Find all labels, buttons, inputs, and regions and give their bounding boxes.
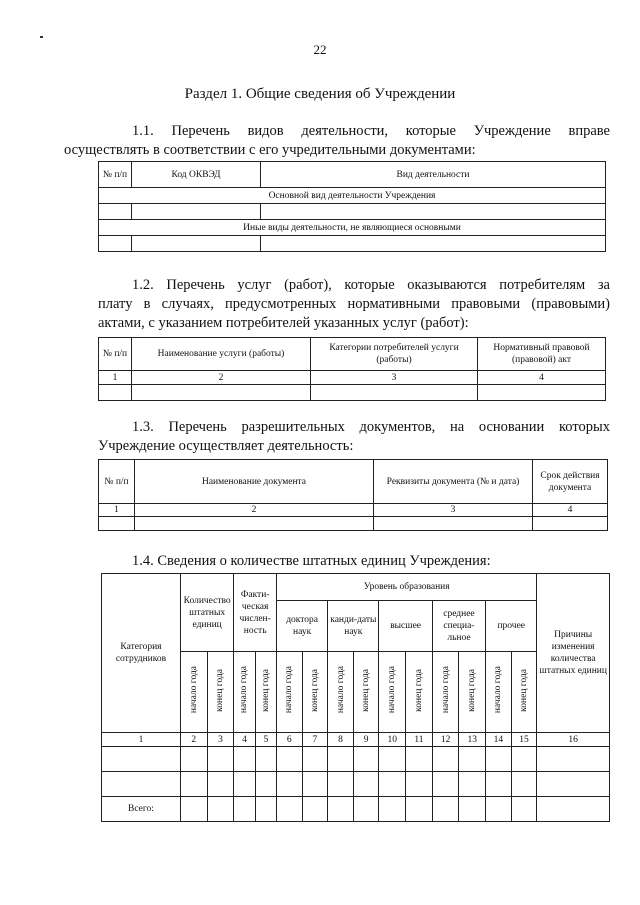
table-cell	[99, 236, 132, 252]
col-num: № п/п	[99, 338, 132, 371]
table-cell	[379, 772, 406, 797]
col-service-name: Наименование услуги (работы)	[132, 338, 311, 371]
subcol-start-label: начало года	[239, 666, 250, 714]
subcol-end-label: конец года	[361, 668, 372, 712]
col-number: 4	[234, 733, 255, 747]
table-cell	[207, 797, 234, 822]
services-table	[98, 337, 606, 401]
table-cell	[132, 204, 261, 220]
page-number: 22	[313, 42, 327, 57]
table-cell	[99, 385, 132, 401]
subcol-start	[328, 652, 354, 733]
col-number: 4	[533, 504, 608, 517]
col-number: 7	[302, 733, 328, 747]
table-cell	[277, 797, 303, 822]
table-cell	[102, 772, 181, 797]
table-cell	[255, 747, 276, 772]
col-number: 14	[486, 733, 512, 747]
col-doc-details: Реквизиты документа (№ и дата)	[374, 460, 533, 504]
subcol-end	[353, 652, 379, 733]
col-okved: Код ОКВЭД	[132, 162, 261, 188]
subcol-end	[406, 652, 433, 733]
subcol-end-label: конец года	[260, 668, 271, 712]
subcol-end	[302, 652, 328, 733]
table-cell	[180, 772, 207, 797]
subcol-start-label: начало года	[493, 666, 504, 714]
table-cell	[459, 747, 486, 772]
col-secondary: среднее специа-льное	[432, 601, 485, 652]
col-other: прочее	[486, 601, 537, 652]
subcol-end-label: конец года	[413, 668, 424, 712]
table-cell	[486, 772, 512, 797]
row-main-activity: Основной вид деятельности Учреждения	[99, 188, 606, 204]
subcol-end-label: конец года	[467, 668, 478, 712]
table-cell	[459, 797, 486, 822]
subcol-start-label: начало года	[440, 666, 451, 714]
col-activity: Вид деятельности	[261, 162, 606, 188]
activities-table	[98, 161, 606, 252]
table-cell	[486, 747, 512, 772]
col-higher: высшее	[379, 601, 432, 652]
table-cell	[406, 772, 433, 797]
subcol-end	[207, 652, 234, 733]
table-cell	[277, 772, 303, 797]
table-cell	[353, 797, 379, 822]
col-number: 12	[432, 733, 459, 747]
table-cell	[261, 204, 606, 220]
subcol-start	[486, 652, 512, 733]
table-cell	[432, 797, 459, 822]
subcol-end	[255, 652, 276, 733]
table-cell	[302, 747, 328, 772]
paragraph-1-4: 1.4. Сведения о количестве штатных единиц Учреждения:	[132, 553, 491, 569]
col-number: 8	[328, 733, 354, 747]
table-cell	[180, 747, 207, 772]
col-num: № п/п	[99, 162, 132, 188]
table-cell	[277, 747, 303, 772]
subcol-end	[511, 652, 537, 733]
scan-mark	[40, 36, 43, 38]
subcol-end	[459, 652, 486, 733]
col-number: 3	[207, 733, 234, 747]
table-cell	[102, 747, 181, 772]
table-cell	[207, 772, 234, 797]
paragraph-1-1-line1: 1.1. Перечень видов деятельности, которые Учреждение вправе	[132, 123, 610, 139]
subcol-start-label: начало года	[284, 666, 295, 714]
col-legal-act: Нормативный правовой (правовой) акт	[478, 338, 606, 371]
col-number: 4	[478, 371, 606, 385]
table-cell	[99, 204, 132, 220]
col-doc-name: Наименование документа	[135, 460, 374, 504]
section-title: Раздел 1. Общие сведения об Учреждении	[184, 86, 456, 102]
col-num: № п/п	[99, 460, 135, 504]
col-number: 1	[102, 733, 181, 747]
col-number: 9	[353, 733, 379, 747]
table-cell	[328, 747, 354, 772]
table-cell	[537, 747, 610, 772]
table-cell	[511, 797, 537, 822]
col-reasons: Причины изменения количества штатных единиц	[537, 574, 610, 733]
table-cell	[486, 797, 512, 822]
col-number: 5	[255, 733, 276, 747]
table-cell	[328, 772, 354, 797]
table-cell	[432, 772, 459, 797]
subcol-start	[379, 652, 406, 733]
paragraph-1-2	[98, 276, 610, 333]
paragraph-1-2-line1: 1.2. Перечень услуг (работ), которые оказываются потребителям за	[132, 277, 610, 293]
subcol-end-label: конец года	[215, 668, 226, 712]
col-number: 11	[406, 733, 433, 747]
paragraph-1-3-line1: 1.3. Перечень разрешительных документов, на основании которых	[132, 419, 610, 435]
table-cell	[207, 747, 234, 772]
table-cell	[261, 236, 606, 252]
col-number: 2	[132, 371, 311, 385]
table-cell	[379, 747, 406, 772]
permits-table	[98, 459, 608, 531]
col-consumers: Категории потребителей услуги (работы)	[311, 338, 478, 371]
col-number: 3	[374, 504, 533, 517]
staff-table	[101, 573, 610, 822]
col-number: 2	[135, 504, 374, 517]
col-number: 3	[311, 371, 478, 385]
table-cell	[432, 747, 459, 772]
col-number: 16	[537, 733, 610, 747]
paragraph-1-3	[98, 418, 610, 456]
table-cell	[406, 797, 433, 822]
table-cell	[234, 797, 255, 822]
table-cell	[511, 772, 537, 797]
paragraph-1-2-line2: плату в случаях, предусмотренных нормативными правовыми (правовыми)	[98, 296, 610, 312]
paragraph-1-1	[64, 122, 610, 160]
col-doctors: доктора наук	[277, 601, 328, 652]
table-cell	[374, 517, 533, 531]
table-cell	[234, 747, 255, 772]
col-number: 6	[277, 733, 303, 747]
row-other-activity: Иные виды деятельности, не являющиеся основными	[99, 220, 606, 236]
table-cell	[537, 772, 610, 797]
table-cell	[353, 772, 379, 797]
col-staff-units: Количество штатных единиц	[180, 574, 233, 652]
col-number: 1	[99, 504, 135, 517]
col-number: 10	[379, 733, 406, 747]
table-cell	[533, 517, 608, 531]
table-cell	[132, 236, 261, 252]
col-number: 13	[459, 733, 486, 747]
col-actual: Факти-ческая числен-ность	[234, 574, 277, 652]
paragraph-1-3-line2: Учреждение осуществляет деятельность:	[98, 438, 354, 454]
col-number: 15	[511, 733, 537, 747]
table-cell	[180, 797, 207, 822]
col-education: Уровень образования	[277, 574, 537, 601]
table-cell	[406, 747, 433, 772]
total-label: Всего:	[102, 797, 181, 822]
table-cell	[234, 772, 255, 797]
subcol-start	[234, 652, 255, 733]
table-cell	[353, 747, 379, 772]
subcol-start	[180, 652, 207, 733]
table-cell	[478, 385, 606, 401]
table-cell	[255, 797, 276, 822]
col-number: 1	[99, 371, 132, 385]
table-cell	[302, 797, 328, 822]
subcol-end-label: конец года	[309, 668, 320, 712]
subcol-start	[277, 652, 303, 733]
subcol-start-label: начало года	[188, 666, 199, 714]
subcol-start	[432, 652, 459, 733]
table-cell	[302, 772, 328, 797]
table-cell	[311, 385, 478, 401]
table-cell	[459, 772, 486, 797]
table-cell	[135, 517, 374, 531]
table-cell	[99, 517, 135, 531]
subcol-start-label: начало года	[335, 666, 346, 714]
table-cell	[132, 385, 311, 401]
col-candidates: канди-даты наук	[328, 601, 379, 652]
table-cell	[255, 772, 276, 797]
table-cell	[379, 797, 406, 822]
table-cell	[511, 747, 537, 772]
col-validity: Срок действия документа	[533, 460, 608, 504]
subcol-end-label: конец года	[519, 668, 530, 712]
col-number: 2	[180, 733, 207, 747]
paragraph-1-1-line2: осуществлять в соответствии с его учредительными документами:	[64, 142, 476, 158]
paragraph-1-2-line3: актами, с указанием потребителей указанных услуг (работ):	[98, 315, 469, 331]
col-category: Категория сотрудников	[102, 574, 181, 733]
table-cell	[537, 797, 610, 822]
table-cell	[328, 797, 354, 822]
subcol-start-label: начало года	[387, 666, 398, 714]
